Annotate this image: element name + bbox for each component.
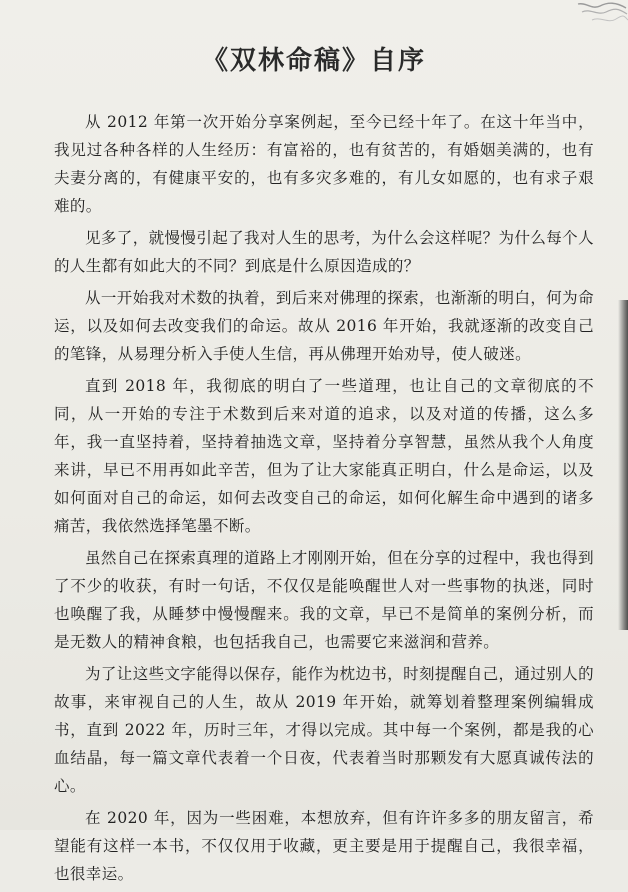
body-text: [54, 108, 594, 892]
paragraph: 虽然自己在探索真理的道路上才刚刚开始，但在分享的过程中，我也得到了不少的收获，有时一句话，不仅仅是能唤醒世人对一些事物的执迷，同时也唤醒了我，从睡梦中慢慢醒来。我的文章，早已不是简单的案例分析，而是无数人的精神食粮，也包括我自己，也需要它来滋润和营养。: [54, 549, 594, 651]
paragraph: 见多了，就慢慢引起了我对人生的思考，为什么会这样呢？为什么每个人的人生都有如此大的不同？到底是什么原因造成的？: [54, 229, 594, 275]
paragraph: 直到 2018 年，我彻底的明白了一些道理，也让自己的文章彻底的不同，从一开始的专注于术数到后来对道的追求，以及对道的传播，这么多年，我一直坚持着，坚持着抽选文章，坚持着分享智慧，虽然从我个人角度来讲，早已不用再如此辛苦，但为了让大家能真正明白，什么是命运，以及如何面对自己的命运，如何去改变自己的命运，如何化解生命中遇到的诸多痛苦，我依然选择笔墨不断。: [54, 377, 594, 535]
paragraph: 为了让这些文字能得以保存，能作为枕边书，时刻提醒自己，通过别人的故事，来审视自己的人生，故从 2019 年开始，就筹划着整理案例编辑成书，直到 2022 年，历时三年，才得以完成。其中每一个案例，都是我的心血结晶，每一篇文章代表着一个日夜，代表着当时那颗发有大愿真诚传法的心。: [54, 665, 594, 795]
page-title: 《双林命稿》自序: [201, 46, 426, 76]
page-edge-shadow: [618, 300, 628, 630]
ornament-swirl-icon: [572, 0, 628, 28]
paragraph: 在 2020 年，因为一些困难，本想放弃，但有许许多多的朋友留言，希望能有这样一本书，不仅仅用于收藏，更主要是用于提醒自己，我很幸福，也很幸运。: [54, 809, 594, 883]
paragraph: 从 2012 年第一次开始分享案例起，至今已经十年了。在这十年当中，我见过各种各样的人生经历：有富裕的，也有贫苦的，有婚姻美满的，也有夫妻分离的，有健康平安的，也有多灾多难的，有儿女如愿的，也有求子艰难的。: [54, 113, 594, 215]
paragraph: 从一开始我对术数的执着，到后来对佛理的探索，也渐渐的明白，何为命运，以及如何去改变我们的命运。故从 2016 年开始，我就逐渐的改变自己的笔锋，从易理分析入手使人生信，再从佛理开始劝导，使人破迷。: [54, 289, 594, 363]
